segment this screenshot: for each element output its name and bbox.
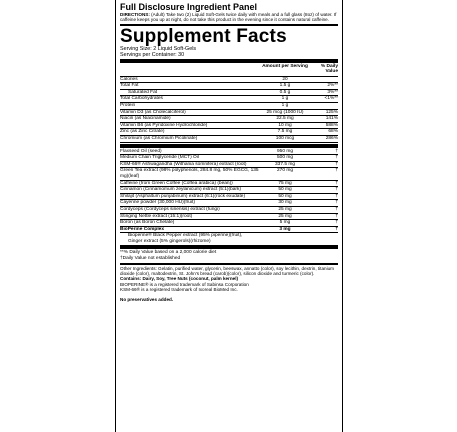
panel-title: Full Disclosure Ingredient Panel xyxy=(120,2,258,12)
row-dv: † xyxy=(335,226,338,232)
row-name: Medium Chain Triglyceride (MCT) Oil xyxy=(120,155,199,161)
row-name: Vitamin D3 (as Cholecalciferol) xyxy=(120,109,186,115)
row-name: Vitamin B6 (as Pyridoxine Hydrochloride) xyxy=(120,122,208,128)
row-name: Cayenne powder (30,000 HU)(fruit) xyxy=(120,200,195,206)
table-row xyxy=(120,187,338,194)
table-row xyxy=(120,220,338,227)
row-name: Boron (as Boron Chelate) xyxy=(120,220,175,226)
row-dv: 2%** xyxy=(327,83,338,89)
bioperine-subitem: Bioperine® Black Pepper extract (95% piperine)(fruit), xyxy=(128,233,243,239)
row-amount: 7.5 mg xyxy=(277,129,293,135)
no-preservatives: No preservatives added. xyxy=(120,296,174,302)
row-dv: 3%** xyxy=(327,89,338,95)
row-name: Niacin (as Niacinamide) xyxy=(120,116,171,122)
row-name: Calories xyxy=(120,76,138,82)
table-row xyxy=(120,83,338,90)
row-amount: 1 g xyxy=(281,96,289,102)
nutrient-table xyxy=(120,77,338,143)
row-amount: 3 mg xyxy=(279,226,291,232)
row-name: Flaxseed Oil (seed) xyxy=(120,148,162,154)
row-amount: 950 mg xyxy=(277,148,293,154)
row-amount: 1.5 g xyxy=(279,83,291,89)
row-amount: 50 mg xyxy=(278,187,292,193)
row-name: Total Fat xyxy=(120,83,139,89)
row-dv: † xyxy=(335,193,338,199)
row-amount: 75 mg xyxy=(278,180,292,186)
row-dv: † xyxy=(335,220,338,226)
divider xyxy=(120,263,338,265)
footnote-dagger: †Daily Value not established xyxy=(120,256,181,262)
bioperine-trademark: BIOPERINE® is a registered trademark of Sabinsa Corporation xyxy=(120,281,249,287)
row-amount: 1 g xyxy=(281,103,289,108)
row-amount: 270 mg xyxy=(277,168,293,174)
row-dv: † xyxy=(335,206,338,212)
row-dv: † xyxy=(335,180,338,186)
row-amount: 20 xyxy=(282,76,288,82)
other-ingredients: Other Ingredients: Gelatin, purified water, glycerin, beeswax, annatto (color), soy lecithin, dextrin, titanium dioxide (color), maltodextrin, St. John's bread (carob)(color), silicon dioxide and turmeric (color). xyxy=(120,265,334,277)
ksm-trademark: KSM-66® is a registered trademark of Ixoreal BioMed Inc. xyxy=(120,287,238,293)
row-name: Protein xyxy=(120,103,136,108)
table-row xyxy=(120,129,338,136)
row-amount: 30 mg xyxy=(278,200,292,206)
amount-header: Amount per Serving xyxy=(262,63,308,69)
row-dv: † xyxy=(335,168,338,174)
row-dv: 588% xyxy=(325,122,338,128)
row-name: BioPerine Complex xyxy=(120,226,164,232)
row-dv: † xyxy=(335,155,338,161)
row-name: Chromium (as Chromium Picolinate) xyxy=(120,135,198,141)
divider-thick xyxy=(120,59,338,63)
footnote-dv: **% Daily Value based on a 2,000 calorie diet xyxy=(120,250,217,256)
bioperine-subitems xyxy=(120,233,338,244)
row-amount: 5 mg xyxy=(279,220,291,226)
row-dv: 125% xyxy=(325,109,338,115)
row-dv: † xyxy=(335,161,338,167)
row-amount: 100 mcg xyxy=(275,135,295,141)
row-name: Zinc (as Zinc Citrate) xyxy=(120,129,165,135)
row-name: Shilajit (Asphaltum punjabinum) extract (6:1)(rock exudate) xyxy=(120,193,246,199)
ingredient-panel xyxy=(115,0,343,432)
row-dv: † xyxy=(335,213,338,219)
table-row xyxy=(120,155,338,162)
table-row xyxy=(120,200,338,207)
row-dv: † xyxy=(335,200,338,206)
row-name: Total Carbohydrates xyxy=(120,96,163,102)
table-row xyxy=(120,116,338,123)
bioperine-subitem: Ginger extract (5% gingerols)(rhizome) xyxy=(128,238,211,244)
row-name: Cordyceps (Cordyceps sinensis) extract (fungi) xyxy=(120,206,220,212)
row-name: Saturated Fat xyxy=(128,89,158,95)
table-row xyxy=(120,168,338,180)
row-dv: † xyxy=(335,148,338,154)
row-amount: 500 mg xyxy=(277,155,293,161)
row-amount: 25 mcg (1000 IU) xyxy=(266,109,304,115)
servings-per-container: Servings per Container: 30 xyxy=(120,51,185,58)
row-amount: 50 mg xyxy=(278,193,292,199)
row-dv: 286% xyxy=(325,135,338,141)
directions xyxy=(120,12,338,23)
row-amount: 25 mg xyxy=(278,206,292,212)
row-dv: 68% xyxy=(328,129,338,135)
column-headers xyxy=(120,64,338,77)
row-dv: 141% xyxy=(325,116,338,122)
table-row xyxy=(120,77,338,84)
dv-header: % Daily Value xyxy=(320,63,338,75)
directions-text: (Adult) Take two (2) Liquid Soft-Gels twice daily with meals and a full glass (8oz) of water. If caffeine keeps you up at night, do not take this product in the evening since it contains natural caffeine. xyxy=(120,12,337,23)
row-name: Caffeine (from Green Coffee (Coffea arabica) (bean)) xyxy=(120,180,233,186)
divider-thick xyxy=(120,144,338,148)
table-row xyxy=(120,103,338,110)
supplement-facts-title: Supplement Facts xyxy=(120,25,287,47)
row-amount: 0.5 g xyxy=(279,89,291,95)
row-name: Cinnamon (Cinnamomum zeylanicum) extract (5:1)(bark) xyxy=(120,187,242,193)
directions-label: DIRECTIONS: xyxy=(120,12,150,17)
table-row xyxy=(120,207,338,214)
table-row xyxy=(120,136,338,143)
row-name: Green Tea extract (98% polyphenols, 284.8 mg, 50% EGCG, 135 mg)(leaf) xyxy=(120,168,259,179)
row-amount: 22.5 mg xyxy=(276,116,294,122)
allergen-statement: Contains: Dairy, Soy, Tree Nuts (coconut, palm kernel) xyxy=(120,276,239,282)
row-dv: <1%** xyxy=(324,96,338,102)
divider-thick xyxy=(120,245,338,249)
row-amount: 25 mg xyxy=(278,213,292,219)
row-name: Stinging Nettle extract (15:1)(root) xyxy=(120,213,193,219)
ingredient-table xyxy=(120,149,338,234)
serving-size: Serving Size: 2 Liquid Soft-Gels xyxy=(120,45,197,52)
table-row xyxy=(120,96,338,103)
row-name: KSM-66® Ashwagandha (Withania somnifera) extract (root) xyxy=(120,161,247,167)
row-amount: 337.5 mg xyxy=(274,161,295,167)
row-amount: 10 mg xyxy=(278,122,292,128)
row-dv: † xyxy=(335,187,338,193)
